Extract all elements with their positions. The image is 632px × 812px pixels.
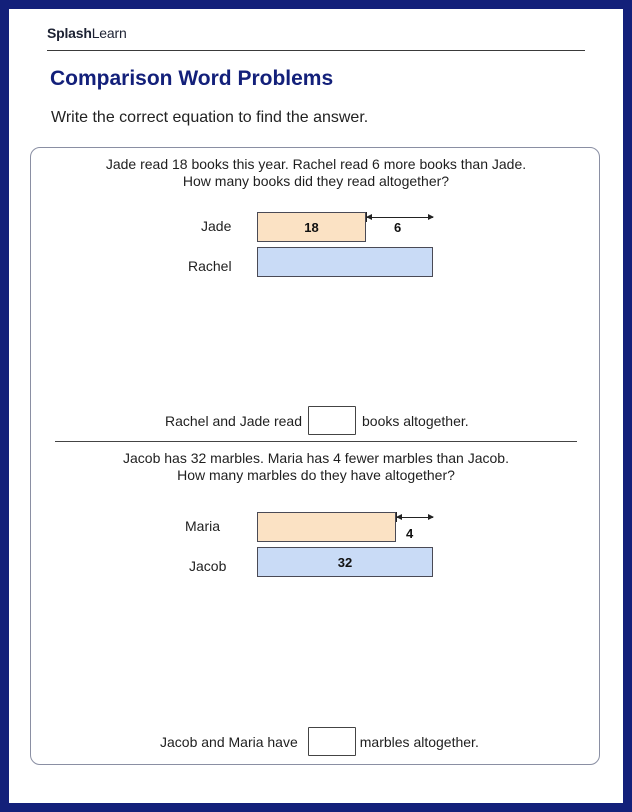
problem-1-answer-line (165, 406, 469, 435)
problem-2-jacob-bar: 32 (257, 547, 433, 577)
problem-2-question-line-1: Jacob has 32 marbles. Maria has 4 fewer marbles than Jacob. (123, 450, 509, 466)
problem-1-jade-bar: 18 (257, 212, 366, 242)
worksheet-title: Comparison Word Problems (50, 67, 334, 90)
problem-1-question (31, 156, 601, 190)
problem-divider (55, 441, 577, 442)
splashlearn-logo (47, 25, 127, 41)
logo-bold-text: Splash (47, 25, 92, 41)
problem-2-answer-prefix: Jacob and Maria have (160, 733, 298, 750)
problems-card (30, 147, 600, 765)
problem-2-difference-label: 4 (406, 526, 414, 541)
problem-2-row2-label: Jacob (189, 558, 227, 574)
problem-2-row1-label: Maria (185, 518, 221, 534)
problem-1-difference-arrow (367, 217, 433, 218)
problem-1-row2-label: Rachel (188, 258, 232, 274)
problem-1-answer-box[interactable] (308, 406, 356, 435)
problem-1-answer-prefix: Rachel and Jade read (165, 412, 302, 429)
problem-2-question-line-2: How many marbles do they have altogether? (177, 467, 455, 483)
problem-2-answer-box[interactable] (308, 727, 356, 756)
problem-1-question-line-1: Jade read 18 books this year. Rachel read 6 more books than Jade. (105, 156, 527, 172)
problem-1-row1-label: Jade (201, 218, 232, 234)
instruction-text: Write the correct equation to find the answer. (51, 109, 369, 126)
header-divider (47, 50, 585, 51)
problem-1-answer-suffix: books altogether. (362, 412, 469, 429)
logo-thin-text: Learn (91, 25, 127, 41)
worksheet-page (9, 9, 623, 803)
problem-2-difference-arrow (397, 517, 433, 518)
problem-1-rachel-bar (257, 247, 433, 277)
problem-1-question-line-2: How many books did they read altogether? (182, 173, 450, 189)
problem-2-answer-line (160, 727, 479, 756)
problem-2-question (31, 450, 601, 484)
problem-1-difference-label: 6 (394, 220, 402, 235)
problem-2-answer-suffix: marbles altogether. (359, 733, 479, 750)
problem-2-maria-bar (257, 512, 396, 542)
